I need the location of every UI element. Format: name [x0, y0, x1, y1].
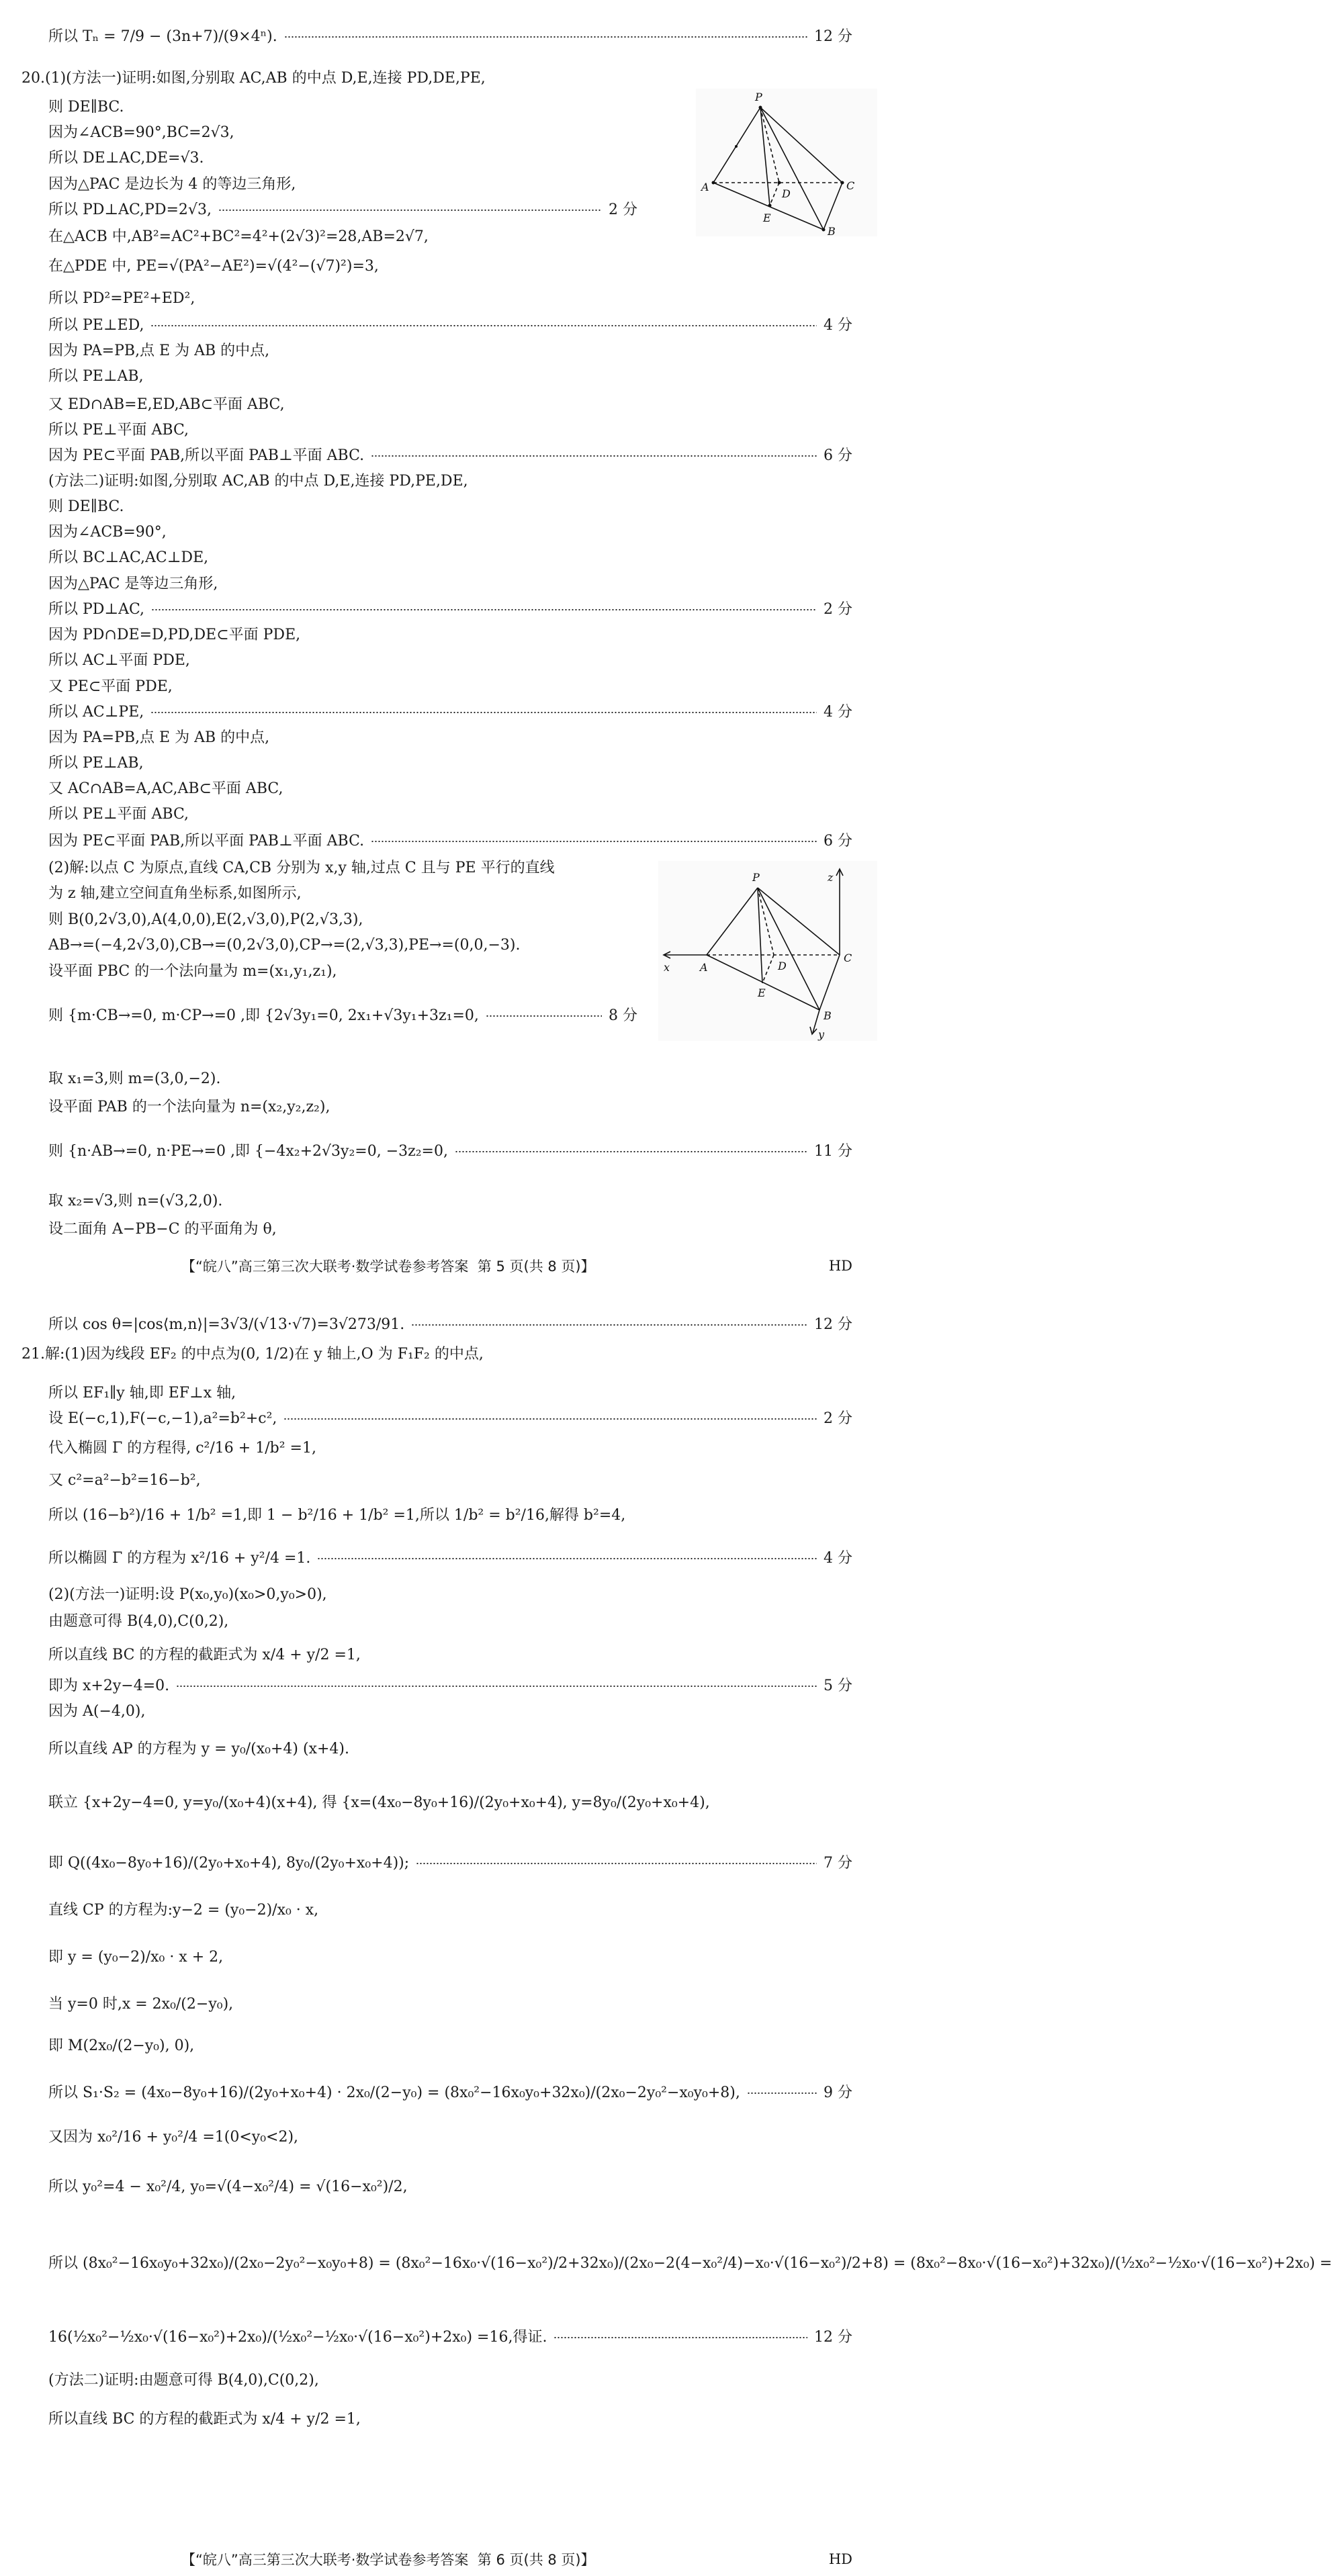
- solution-line: [48, 831, 852, 852]
- solution-text: 取 x₂=√3,则 n=(√3,2,0).: [48, 1193, 223, 1209]
- score-label: 2 分: [609, 201, 637, 218]
- solution-line: [48, 1471, 852, 1491]
- solution-text: 则 B(0,2√3,0),A(4,0,0),E(2,√3,0),P(2,√3,3),: [48, 911, 363, 928]
- solution-text: 所以直线 AP 的方程为 y = y₀/(x₀+4) (x+4).: [48, 1741, 349, 1757]
- solution-line: [48, 2371, 852, 2391]
- solution-text: 所以直线 BC 的方程的截距式为 x/4 + y/2 =1,: [48, 1647, 361, 1663]
- solution-line: [48, 1947, 852, 1968]
- solution-text: 所以 PE⊥AB,: [48, 755, 144, 772]
- label-B: B: [828, 225, 836, 238]
- score-leader-dots: [284, 36, 807, 38]
- solution-text: 因为∠ACB=90°,: [48, 524, 167, 541]
- solution-text: 因为 PD∩DE=D,PD,DE⊂平面 PDE,: [48, 627, 301, 643]
- solution-line: [48, 2036, 852, 2056]
- question-number: 21.: [21, 1346, 45, 1363]
- solution-line: [48, 2127, 852, 2148]
- solution-text: 所以 Tₙ = 7/9 − (3n+7)/(9×4ⁿ).: [48, 28, 277, 45]
- coordinate-pyramid-figure: [658, 861, 877, 1041]
- solution-line: [48, 574, 852, 594]
- solution-line: [48, 548, 852, 568]
- solution-line: [21, 1344, 852, 1365]
- solution-line: [48, 1549, 852, 1569]
- solution-line: [48, 1069, 852, 1089]
- solution-line: [48, 1645, 852, 1665]
- solution-line: [48, 2254, 1332, 2274]
- solution-text: 解:(1)因为线段 EF₂ 的中点为(0, 1/2)在 y 轴上,O 为 F₁F₂ 的中点,: [45, 1346, 484, 1363]
- score-label: 4 分: [824, 704, 852, 721]
- solution-text: 为 z 轴,建立空间直角坐标系,如图所示,: [48, 885, 302, 902]
- solution-text: 所以 (16−b²)/16 + 1/b² =1,即 1 − b²/16 + 1/b² =1,所以 1/b² = b²/16,解得 b²=4,: [48, 1507, 626, 1524]
- label-x: x: [664, 961, 670, 974]
- edge-PB: [758, 888, 819, 1010]
- solution-text: 又 ED∩AB=E,ED,AB⊂平面 ABC,: [48, 396, 285, 413]
- score-label: 12 分: [814, 1316, 852, 1333]
- page-footer: [0, 1256, 852, 1276]
- solution-line: [48, 651, 852, 671]
- solution-line: [48, 1438, 852, 1459]
- solution-line: [21, 68, 852, 89]
- edge-PA: [707, 888, 758, 955]
- solution-line: [48, 200, 637, 220]
- solution-text: (2)解:以点 C 为原点,直线 CA,CB 分别为 x,y 轴,过点 C 且与 PE 平行的直线: [48, 860, 555, 876]
- solution-text: 所以 EF₁∥y 轴,即 EF⊥x 轴,: [48, 1385, 236, 1401]
- solution-text: 所以 y₀²=4 − x₀²/4, y₀=√(4−x₀²/4) = √(16−x₀²)/2,: [48, 2178, 408, 2195]
- solution-text: (1)(方法一)证明:如图,分别取 AC,AB 的中点 D,E,连接 PD,DE,PE,: [45, 70, 486, 87]
- solution-line: [48, 1853, 852, 1874]
- solution-line: [48, 1409, 852, 1429]
- edge-CB: [819, 955, 840, 1010]
- label-E: E: [758, 986, 766, 999]
- solution-line: [48, 1097, 852, 1117]
- solution-line: [48, 1612, 852, 1632]
- solution-text: 所以 PD⊥AC,PD=2√3,: [48, 201, 212, 218]
- score-label: 12 分: [814, 28, 852, 45]
- solution-line: [48, 367, 852, 387]
- edge-CB: [824, 183, 842, 230]
- solution-text: 设二面角 A−PB−C 的平面角为 θ,: [48, 1221, 277, 1238]
- label-z: z: [828, 871, 834, 884]
- score-leader-dots: [151, 609, 817, 610]
- solution-line: [48, 962, 637, 982]
- solution-text: 所以 PD²=PE²+ED²,: [48, 290, 195, 307]
- score-leader-dots: [553, 2337, 807, 2338]
- solution-text: 因为 PE⊂平面 PAB,所以平面 PAB⊥平面 ABC.: [48, 833, 365, 849]
- solution-text: 在△ACB 中,AB²=AC²+BC²=4²+(2√3)²=28,AB=2√7,: [48, 228, 429, 245]
- solution-line: [48, 1142, 852, 1162]
- solution-text: 所以 PD⊥AC,: [48, 601, 145, 618]
- score-label: 11 分: [814, 1143, 852, 1160]
- solution-line: [48, 1900, 852, 1921]
- score-leader-dots: [371, 455, 817, 457]
- edge-PC: [760, 107, 842, 183]
- solution-line: [48, 471, 852, 492]
- solution-line: [48, 2083, 852, 2103]
- solution-line: [48, 1191, 852, 1211]
- solution-text: 又 PE⊂平面 PDE,: [48, 678, 173, 695]
- solution-line: [48, 858, 637, 878]
- score-label: 7 分: [824, 1855, 852, 1872]
- solution-text: 即为 x+2y−4=0.: [48, 1677, 170, 1694]
- edge-AB: [707, 955, 819, 1010]
- solution-text: 设 E(−c,1),F(−c,−1),a²=b²+c²,: [48, 1410, 277, 1427]
- solution-line: [48, 2177, 852, 2197]
- solution-line: [48, 804, 852, 825]
- page-6: [0, 1296, 1332, 2576]
- solution-line: [48, 1006, 637, 1026]
- score-label: 6 分: [824, 833, 852, 849]
- solution-line: [48, 1383, 852, 1404]
- solution-text: 所以 AC⊥PE,: [48, 704, 144, 721]
- q19-conclusion-line: [48, 27, 852, 47]
- label-P: P: [755, 91, 762, 103]
- label-B: B: [824, 1009, 832, 1022]
- label-E: E: [763, 212, 771, 224]
- page-footer: [0, 2549, 852, 2569]
- solution-text: 因为△PAC 是边长为 4 的等边三角形,: [48, 176, 296, 193]
- score-label: 2 分: [824, 1410, 852, 1427]
- solution-line: [48, 1739, 852, 1759]
- score-leader-dots: [416, 1863, 817, 1864]
- score-leader-dots: [486, 1015, 602, 1017]
- solution-text: 又 c²=a²−b²=16−b²,: [48, 1472, 201, 1489]
- solution-text: 所以 DE⊥AC,DE=√3.: [48, 150, 204, 167]
- solution-text: 所以 (8x₀²−16x₀y₀+32x₀)/(2x₀−2y₀²−x₀y₀+8) = (8x₀²−16x₀·√(16−x₀²)/2+32x₀)/(2x₀−2(4−x₀²/4)−x₀·√(16−x₀²)/2+8) = (8x₀²−8x₀·√(16−x₀²)+32x₀)/(½x₀²−½x₀·√(16−x₀²)+2x₀) =: [48, 2255, 1332, 2272]
- edge-DE-hidden: [770, 183, 779, 205]
- solution-text: 16(½x₀²−½x₀·√(16−x₀²)+2x₀)/(½x₀²−½x₀·√(16−x₀²)+2x₀) =16,得证.: [48, 2329, 547, 2346]
- solution-text: AB→=(−4,2√3,0),CB→=(0,2√3,0),CP→=(2,√3,3),PE→=(0,0,−3).: [48, 937, 521, 954]
- score-label: 2 分: [824, 601, 852, 618]
- label-A: A: [701, 181, 709, 193]
- solution-line: [48, 1994, 852, 2015]
- score-label: 5 分: [824, 1677, 852, 1694]
- solution-line: [48, 910, 637, 930]
- solution-line: [48, 522, 852, 543]
- edge-PC: [758, 888, 840, 955]
- solution-text: 所以 S₁·S₂ = (4x₀−8y₀+16)/(2y₀+x₀+4) · 2x₀/(2−y₀) = (8x₀²−16x₀y₀+32x₀)/(2x₀−2y₀²−x₀y₀+8),: [48, 2084, 740, 2101]
- edge-PD-hidden: [760, 107, 779, 183]
- solution-line: [48, 316, 852, 336]
- solution-line: [48, 625, 852, 645]
- question-number: 20.: [21, 70, 45, 87]
- footer-title: 【“皖八”高三第三次大联考·数学试卷参考答案 第 6 页(共 8 页)】: [181, 2552, 595, 2568]
- coordinate-pyramid-diagram: [658, 861, 877, 1041]
- solution-line: [48, 1793, 852, 1813]
- solution-line: [48, 395, 852, 415]
- label-y: y: [818, 1028, 825, 1041]
- solution-text: 直线 CP 的方程为:y−2 = (y₀−2)/x₀ · x,: [48, 1902, 319, 1919]
- solution-text: 因为∠ACB=90°,BC=2√3,: [48, 124, 234, 141]
- solution-text: 联立 {x+2y−4=0, y=y₀/(x₀+4)(x+4), 得 {x=(4x₀−8y₀+16)/(2y₀+x₀+4), y=8y₀/(2y₀+x₀+4),: [48, 1794, 710, 1811]
- edge-DE-hidden: [762, 955, 774, 983]
- score-leader-dots: [317, 1558, 817, 1559]
- score-leader-dots: [150, 712, 817, 713]
- pyramid-diagram: [696, 89, 877, 236]
- score-label: 4 分: [824, 1550, 852, 1567]
- pyramid-figure: [696, 89, 877, 236]
- solution-text: 所以 BC⊥AC,AC⊥DE,: [48, 549, 209, 566]
- solution-text: 又 AC∩AB=A,AC,AB⊂平面 ABC,: [48, 780, 283, 797]
- solution-line: [48, 935, 637, 956]
- solution-text: 所以椭圆 Γ 的方程为 x²/16 + y²/4 =1.: [48, 1550, 311, 1567]
- solution-line: [48, 779, 852, 799]
- solution-text: 即 y = (y₀−2)/x₀ · x + 2,: [48, 1949, 224, 1966]
- solution-text: 设平面 PBC 的一个法向量为 m=(x₁,y₁,z₁),: [48, 963, 337, 980]
- score-leader-dots: [283, 1418, 817, 1420]
- solution-line: [48, 753, 852, 774]
- solution-text: 所以 PE⊥ED,: [48, 317, 144, 334]
- solution-text: 所以 PE⊥平面 ABC,: [48, 422, 189, 439]
- solution-line: [48, 341, 852, 361]
- solution-text: 所以 PE⊥AB,: [48, 368, 144, 385]
- solution-line: [48, 1220, 852, 1240]
- solution-line: [48, 420, 852, 441]
- score-label: 6 分: [824, 447, 852, 464]
- solution-line: [48, 1676, 852, 1696]
- label-D: D: [782, 187, 791, 200]
- label-C: C: [844, 952, 852, 964]
- score-leader-dots: [176, 1686, 817, 1687]
- solution-text: 代入椭圆 Γ 的方程得, c²/16 + 1/b² =1,: [48, 1440, 316, 1457]
- footer-title: 【“皖八”高三第三次大联考·数学试卷参考答案 第 5 页(共 8 页)】: [181, 1258, 595, 1275]
- solution-text: 又因为 x₀²/16 + y₀²/4 =1(0<y₀<2),: [48, 2129, 299, 2146]
- label-D: D: [778, 960, 787, 972]
- solution-line: [48, 702, 852, 723]
- solution-line: [48, 2328, 852, 2348]
- solution-line: [48, 1506, 852, 1526]
- solution-text: 取 x₁=3,则 m=(3,0,−2).: [48, 1070, 221, 1087]
- label-A: A: [700, 961, 708, 974]
- solution-line: [48, 600, 852, 620]
- solution-text: 因为 A(−4,0),: [48, 1703, 146, 1720]
- solution-text: 则 {n·AB→=0, n·PE→=0 ,即 {−4x₂+2√3y₂=0, −3z₂=0,: [48, 1143, 448, 1160]
- solution-line: [48, 2409, 852, 2430]
- score-leader-dots: [747, 2092, 817, 2094]
- score-leader-dots: [371, 841, 817, 842]
- edge-PA: [713, 107, 760, 183]
- solution-text: 则 DE∥BC.: [48, 99, 124, 116]
- score-label: 8 分: [609, 1007, 637, 1024]
- solution-line: [48, 677, 852, 697]
- solution-text: 因为 PA=PB,点 E 为 AB 的中点,: [48, 729, 270, 746]
- solution-text: 即 M(2x₀/(2−y₀), 0),: [48, 2037, 195, 2054]
- solution-text: 所以直线 BC 的方程的截距式为 x/4 + y/2 =1,: [48, 2411, 361, 2428]
- label-P: P: [752, 871, 760, 884]
- solution-text: 所以 cos θ=|cos⟨m,n⟩|=3√3/(√13·√7)=3√273/91.: [48, 1316, 405, 1333]
- solution-line: [48, 884, 637, 904]
- solution-text: 因为 PE⊂平面 PAB,所以平面 PAB⊥平面 ABC.: [48, 447, 365, 464]
- solution-text: 因为△PAC 是等边三角形,: [48, 576, 218, 592]
- score-label: 12 分: [814, 2329, 852, 2346]
- solution-line: [48, 257, 852, 277]
- edge-PE: [758, 888, 762, 983]
- solution-line: [48, 1585, 852, 1605]
- footer-code: HD: [828, 1258, 852, 1274]
- score-leader-dots: [150, 325, 817, 326]
- solution-text: 设平面 PAB 的一个法向量为 n=(x₂,y₂,z₂),: [48, 1099, 330, 1115]
- solution-text: 所以 PE⊥平面 ABC,: [48, 806, 189, 823]
- solution-text: 所以 AC⊥平面 PDE,: [48, 652, 190, 669]
- footer-code: HD: [828, 2551, 852, 2567]
- score-leader-dots: [218, 210, 602, 211]
- label-C: C: [846, 179, 855, 192]
- solution-text: 即 Q((4x₀−8y₀+16)/(2y₀+x₀+4), 8y₀/(2y₀+x₀+4));: [48, 1855, 410, 1872]
- solution-line: [48, 446, 852, 466]
- solution-line: [48, 289, 852, 309]
- solution-line: [48, 1702, 852, 1722]
- solution-text: (方法二)证明:如图,分别取 AC,AB 的中点 D,E,连接 PD,PE,DE,: [48, 473, 468, 490]
- solution-line: [48, 728, 852, 748]
- score-leader-dots: [455, 1151, 807, 1152]
- solution-text: (2)(方法一)证明:设 P(x₀,y₀)(x₀>0,y₀>0),: [48, 1586, 327, 1603]
- solution-text: 则 DE∥BC.: [48, 498, 124, 515]
- score-label: 9 分: [824, 2084, 852, 2101]
- solution-text: 在△PDE 中, PE=√(PA²−AE²)=√(4²−(√7)²)=3,: [48, 258, 379, 275]
- solution-text: 由题意可得 B(4,0),C(0,2),: [48, 1613, 229, 1630]
- solution-text: (方法二)证明:由题意可得 B(4,0),C(0,2),: [48, 2372, 319, 2389]
- solution-line: [48, 497, 852, 517]
- page-5: [0, 0, 879, 1333]
- solution-text: 当 y=0 时,x = 2x₀/(2−y₀),: [48, 1996, 234, 2013]
- solution-text: 因为 PA=PB,点 E 为 AB 的中点,: [48, 342, 270, 359]
- score-label: 4 分: [824, 317, 852, 334]
- solution-text: 则 {m·CB→=0, m·CP→=0 ,即 {2√3y₁=0, 2x₁+√3y₁+3z₁=0,: [48, 1007, 479, 1024]
